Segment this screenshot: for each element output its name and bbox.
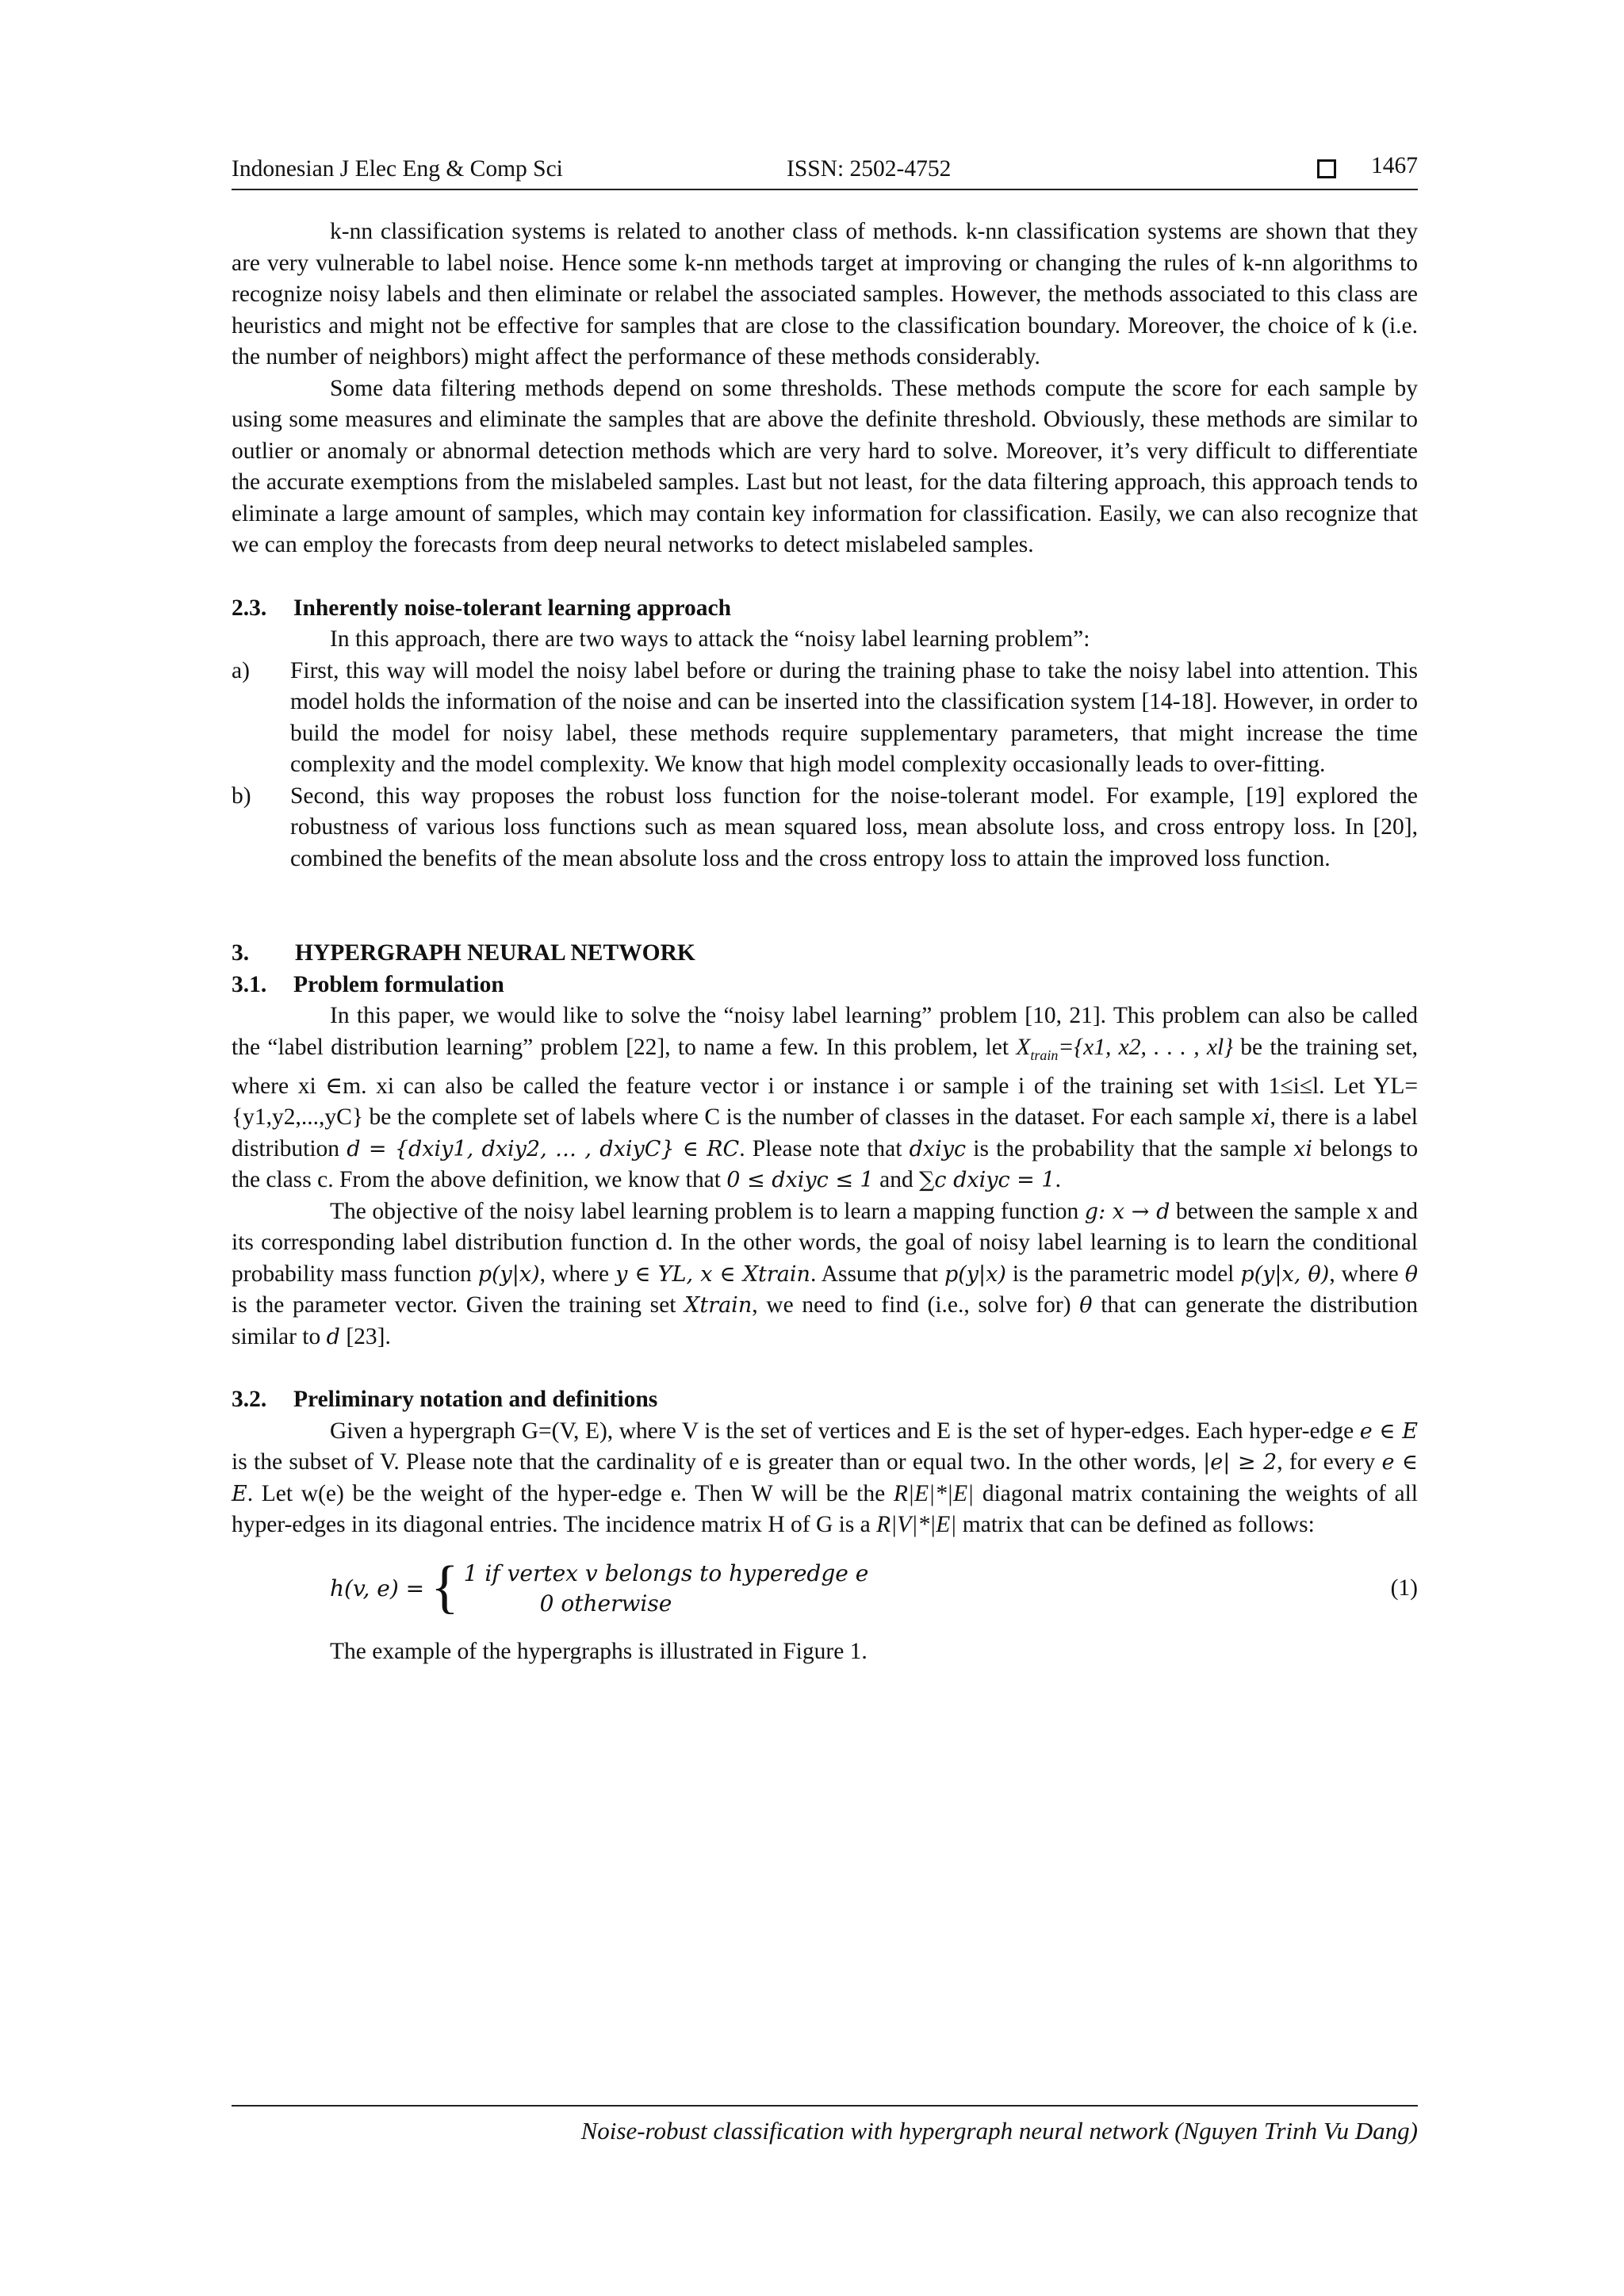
running-footer: Noise-robust classification with hypergraph neural network (Nguyen Trinh Vu Dang)	[580, 2117, 1418, 2145]
page-number: 1467	[1371, 153, 1418, 178]
equation-incidence-matrix	[232, 1554, 1418, 1620]
paragraph-hypergraph-definition: Given a hypergraph G=(V, E), where V is the set of vertices and E is the set of hyper-edges. Each hyper-edge e ∈ E is the subset of V. Please note that the cardinality of e is greater than or equal two. In the other words, |e| ≥ 2, for every e ∈ E. Let w(e) be the weight of the hyper-edge e. Then W will be the R|E|*|E| diagonal matrix containing the weights of all hyper-edges in its diagonal entries. The incidence matrix H of G is a R|V|*|E| matrix that can be defined as follows:	[232, 1418, 1419, 1538]
equation-number: (1)	[1390, 1575, 1418, 1601]
paragraph-data-filtering: Some data filtering methods depend on some thresholds. These methods compute the score for each sample by using some measures and eliminate the samples that are above the definite threshold. Obviously, these methods are similar to outlier or anomaly or abnormal detection methods which are very hard to solve. Moreover, it’s very difficult to differentiate the accurate exemptions from the mislabeled samples. Last but not least, for the data filtering approach, this approach tends to eliminate a large amount of samples, which may contain key information for classification. Easily, we can also recognize that we can employ the forecasts from deep neural networks to detect mislabeled samples.	[232, 375, 1418, 557]
list-item: b) Second, this way proposes the robust loss function for the noise-tolerant model. For example, [19] explored the robustness of various loss functions such as mean squared loss, mean absolute loss, and cross entropy loss. In [20], combined the benefits of the mean absolute loss and the cross entropy loss to attain the improved loss function.	[232, 783, 1418, 871]
issn: ISSN: 2502-4752	[787, 155, 952, 182]
footer-rule	[232, 2105, 1418, 2107]
section-2-3-intro: In this approach, there are two ways to attack the “noisy label learning problem”:	[330, 626, 1090, 652]
journal-name: Indonesian J Elec Eng & Comp Sci	[232, 155, 563, 182]
page-body	[232, 216, 1418, 1667]
paragraph-problem-formulation: In this paper, we would like to solve the “noisy label learning” problem [10, 21]. This problem can also be called the “label distribution learning” problem [22], to name a few. In this problem, let $X_{train}=\{x1$, x2, . . . , xl} be the training set, where xi ∈m. xi can also be called the feature vector i or instance i or sample i of the training set with 1≤i≤l. Let YL={y1,y2,...,yC} be the complete set of labels where C is the number of classes in the dataset. For each sample xi, there is a label distribution d = {dxiy1, dxiy2, … , dxiyC} ∈ RC. Please note that dxiyc is the probability that the sample xi belongs to the class c. From the above definition, we know that 0 ≤ dxiyc ≤ 1 and ∑c dxiyc = 1.	[232, 1003, 1419, 1193]
running-header	[232, 151, 1418, 185]
equation-lhs: h(v, e) =	[330, 1575, 425, 1602]
equation-cases: 1 if vertex v belongs to hyperedge e 0 otherwise	[463, 1559, 869, 1617]
section-heading-3-1: 3.1. Problem formulation	[232, 971, 504, 997]
square-outline-icon	[1317, 159, 1336, 178]
paragraph-figure-reference: The example of the hypergraphs is illustrated in Figure 1.	[330, 1638, 868, 1664]
paragraph-objective: The objective of the noisy label learning problem is to learn a mapping function g: x → d between the sample x and its corresponding label distribution function d. In the other words, the goal of noisy label learning is to learn the conditional probability mass function p(y|x), where y ∈ YL, x ∈ Xtrain. Assume that p(y|x) is the parametric model p(y|x, θ), where θ is the parameter vector. Given the training set Xtrain, we need to find (i.e., solve for) θ that can generate the distribution similar to d [23].	[232, 1198, 1419, 1349]
paragraph-knn: k-nn classification systems is related to another class of methods. k-nn classification systems are shown that they are very vulnerable to label noise. Hence some k-nn methods target at improving or changing the rules of k-nn algorithms to recognize noisy labels and then eliminate or relabel the associated samples. However, the methods associated to this class are heuristics and might not be effective for samples that are close to the classification boundary. Moreover, the choice of k (i.e. the number of neighbors) might affect the performance of these methods considerably.	[232, 219, 1418, 369]
section-heading-2-3: 2.3. Inherently noise-tolerant learning approach	[232, 595, 732, 621]
section-heading-3-2: 3.2. Preliminary notation and definitions	[232, 1387, 658, 1413]
header-rule	[232, 189, 1418, 190]
page-number-group	[1317, 151, 1418, 182]
brace-glyph: {	[431, 1554, 459, 1620]
section-heading-3: 3. HYPERGRAPH NEURAL NETWORK	[232, 940, 695, 966]
list-item: a) First, this way will model the noisy label before or during the training phase to take the noisy label into attention. This model holds the information of the noise and can be inserted into the classification system [14-18]. However, in order to build the model for noisy label, these methods require supplementary parameters, that might increase the time complexity and the model complexity. We know that high model complexity occasionally leads to over-fitting.	[232, 657, 1418, 777]
